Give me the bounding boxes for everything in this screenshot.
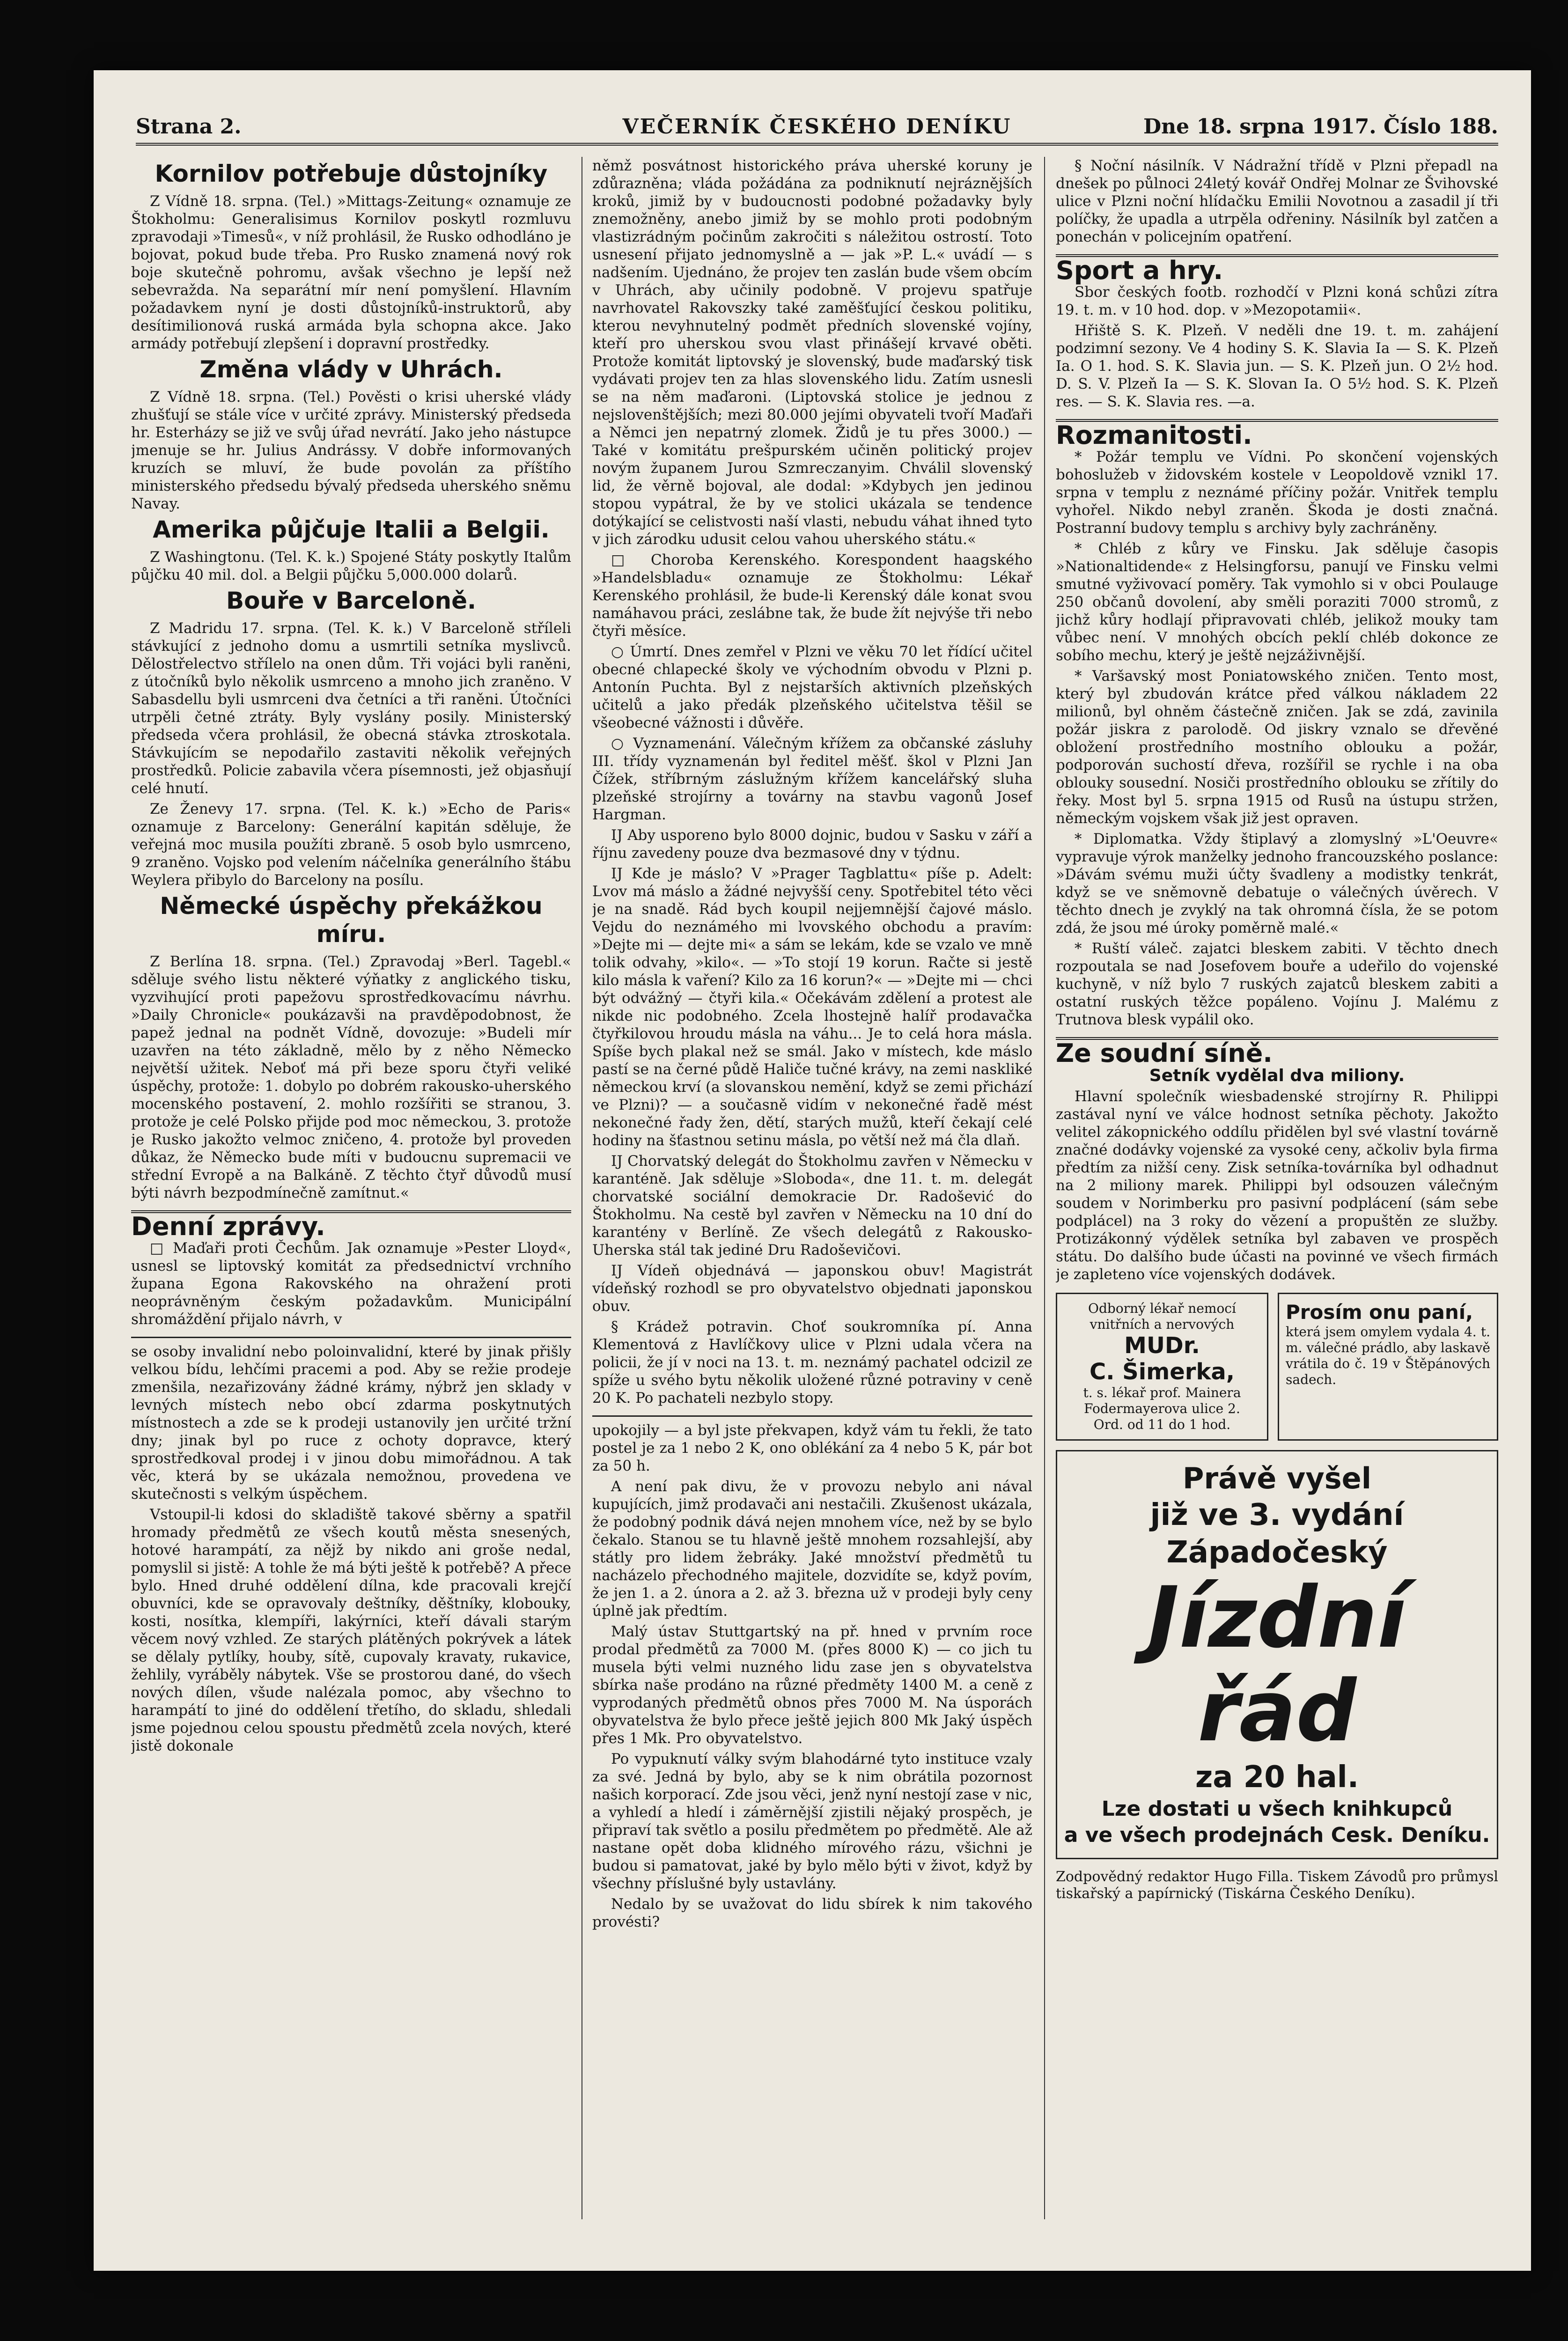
article-text: Ze Ženevy 17. srpna. (Tel. K. k.) »Echo de Paris« oznamuje z Barcelony: Generální kapitán sděluje, že veřejná moc musila použíti zbraně. 5 osob bylo usmrceno, 9 zraněno. Vojsko pod velením náčelníka generálního štábu Weylera přibylo do Barcelony na posílu. [131,801,571,889]
section-heading: Rozmanitosti. [1056,420,1252,450]
article-title: Setník vydělal dva miliony. [1149,1066,1405,1085]
sport-item: Sbor českých footb. rozhodčí v Plzni koná schůzi zítra 19. t. m. v 10 hod. dop. v »Mezopotamii«. [1056,284,1498,318]
column-1 [131,157,571,2224]
news-item: * Požár templu ve Vídni. Po skončení vojenských bohoslužeb v židovském kostele v Leopoldově vznikl 17. srpna v templu z neznámé příčiny požár. Vnitřek templu vyhořel. Nikdo nebyl zraněn. Škoda je dosti značná. Postranní budovy templu s archivy byly zachráněny. [1056,449,1498,537]
article-text: A není pak divu, že v provozu nebylo ani nával kupujících, jimž prodavači ani nestačili. Zkušenost ukázala, že podobný podnik dává nejen mnohem více, než by se bylo čekalo. Stanou se tu hlavně ještě mnohem rozsahlejší, aby státly pro lidem žebráky. Jaké množství předmětů tu nacházelo přechodného majitele, dozvidíte se, když povím, že jen 1. a 2. února a 2. až 3. března už v prodeji byly ceny úplně jak předtím. [592,1478,1032,1620]
column-3 [1056,157,1498,2224]
article-text: Z Vídně 18. srpna. (Tel.) »Mittags-Zeitung« oznamuje ze Štokholmu: Generalisimus Kornilov poskytl rozmluvu zpravodaji »Timesů«, v níž prohlásil, že Rusko odhodláno je bojovat, pokud bude třeba. Pro Rusko znamená nový rok boje skutečně pohromu, avšak všechno je lepší než sebevražda. Na separátní mír není pomyšlení. Hlavním požadavkem nyní je dosti důstojníků-instruktorů, aby desítimilionová ruská armáda byla schopna akce. Jako armády potřebují zlepšení i dopravní prostředky. [131,193,571,352]
ad-line: Fodermayerova ulice 2. [1084,1401,1240,1416]
ad-line: a ve všech prodejnách Cesk. Deníku. [1064,1823,1490,1847]
article-title: Německé úspěchy překážkou míru. [160,892,543,948]
news-item: ○ Úmrtí. Dnes zemřel v Plzni ve věku 70 let řídící učitel obecné chlapecké školy ve východním obvodu v Plzni p. Antonín Puchta. Byl z nejstarších aktivních plzeňských učitelů a jako předák plzeňského učitelstva těšil se všeobecné vážnosti i důvěře. [592,643,1032,731]
ad-line: Odborný lékař nemocí [1088,1301,1236,1316]
article-text: Z Berlína 18. srpna. (Tel.) Zpravodaj »Berl. Tagebl.« sděluje svého listu některé výňatky z anglického tisku, vyzvihující proti papežovu sprostředkovacímu návrhu. »Daily Chronicle« poukázavši na pravděpodobnost, že papež jednal na podnět Vídně, dovozuje: »Budeli mír uzavřen na této základně, mělo by z něho Německo největší užitek. Neboť má při beze sporu čtyři veliké úspěchy, protože: 1. dobylo po dobrém rakousko-uherského mocenského postavení, 2. mohlo rozšířiti se stranou, 3. protože je celé Polsko přijde pod moc německou, 3. protože je Rusko jakožto velmoc zničeno, 4. protože byl proveden důkaz, že Německo bude míti v budoucnu supremacii ve střední Evropě a na Balkáně. Z těchto čtyř důvodů musí býti návrh bezpodmínečně zamítnut.« [131,953,571,1201]
section-heading: Denní zprávy. [131,1212,325,1241]
masthead: VEČERNÍK ČESKÉHO DENÍKU [622,115,1012,139]
divider [592,1415,1032,1417]
article-text: Malý ústav Stuttgartský na př. hned v prvním roce prodal předmětů za 7000 M. (přes 8000 K) — co jich tu musela býti velmi nuzného lidu zase jen s obyvatelstva sbírka naše prodáno na různé předměty 1400 M. a ceně z vyprodaných předmětů obnos přes 7000 M. Na úsporách obyvatelstva že bylo přece ještě jejich 800 Mk Jaký úspěch přes 1 Mk. Pro obyvatelstvo. [592,1623,1032,1747]
news-item: * Diplomatka. Vždy štiplavý a zlomyslný »L'Oeuvre« vypravuje výrok manželky jednoho francouzského poslance: »Dávám svému muži účty švadleny a modistky tenkrát, když se ve sněmovně debatuje o válečných úvěrech. V těchto dnech je zvyklý na tak ohromná čísla, že se potom zdá, že jsou mé úroky poměrně malé.« [1056,831,1498,936]
news-item: * Varšavský most Poniatowského zničen. Tento most, který byl zbudován krátce před válkou nákladem 22 milionů, byl ohněm částečně zničen. Jak se zdá, zavinila požár jiskra z parolodě. Od jiskry vznalo se dřevěné obložení prostředního mostního oblouku a požár, podporován suchostí dřeva, rozšířil se rychle i na oba oblouky sousední. Nosiči prostředního oblouku se zřítily do řeky. Most byl 5. srpna 1915 od Rusů na ústupu stržen, německým vojskem však již jest opraven. [1056,668,1498,827]
news-item: * Chléb z kůry ve Finsku. Jak sděluje časopis »Nationaltidende« z Helsingforsu, panují ve Finsku velmi smutné vyživovací poměry. Tak vymohlo si v obci Poulauge 250 občanů dovolení, aby směli poraziti 7000 stromů, z jichž kůry hodlají připravovati chléb, jelikož mouky tam vůbec není. V mnohých obcích peklí chléb dokonce ze sobího mechu, který je ještě nejzáživnější. [1056,540,1498,664]
issue-date: Dne 18. srpna 1917. Číslo 188. [1143,115,1498,139]
newspaper-page [94,70,1531,2271]
article-title: Kornilov potřebuje důstojníky [155,160,548,187]
timetable-advert [1056,1450,1498,1859]
ad-line: Právě vyšel [1183,1461,1371,1495]
article-text: Z Washingtonu. (Tel. K. k.) Spojené Státy poskytly Italům půjčku 40 mil. dol. a Belgii půjčku 5,000.000 dolarů. [131,549,571,583]
article-title: Bouře v Barceloně. [226,587,477,614]
news-item: ○ Vyznamenání. Válečným křížem za občanské zásluhy III. třídy vyznamenán byl ředitel měšť. škol v Plzni Jan Čížek, stříbrným záslužným křížem kancelářský sluha plzeňské strojírny a továrny na stavbu vagonů Josef Hargman. [592,735,1032,823]
article-text: upokojily — a byl jste překvapen, když vám tu řekli, že tato postel je za 1 nebo 2 K, ono oblékání za 4 nebo 5 K, pár bot za 50 h. [592,1422,1032,1474]
column-2 [592,157,1032,2224]
article-title: Změna vlády v Uhrách. [199,356,503,383]
ad-name: C. Šimerka, [1090,1359,1235,1385]
news-item: □ Maďaři proti Čechům. Jak oznamuje »Pester Lloyd«, usnesl se liptovský komitát za předsednictví vrchního župana Egona Rakovského na ohražení proti neoprávněným českým požadavkům. Municipální shromáždění přijalo návrh, v [131,1240,571,1328]
ad-line: již ve 3. vydání Západočeský [1150,1498,1404,1570]
ad-line: vnitřních a nervových [1090,1317,1235,1332]
ad-line: MUDr. [1124,1332,1200,1359]
section-heading: Ze soudní síně. [1056,1038,1273,1068]
ad-title: Jízdní řád [1148,1569,1406,1760]
article-text: Hlavní společník wiesbadenské strojírny R. Philippi zastával nyní ve válce hodnost setníka pěchoty. Jakožto velitel zákopnického oddílu přidělen byl své vlastní továrně značné dodávky vojenské za vysoké ceny, ačkoliv byla firma předtím za nižší ceny. Zisk setníka-továrníka byl odhadnut na 2 miliony marek. Philippi byl odsouzen válečným soudem v Norimberku pro pasivní podplácení (sám sebe podplácel) na 3 roky do vězení a propuštěn ze služby. Protizákonný výdělek setníka byl zabaven ve prospěch státu. Do dalšího bude účasti na povinné ve všech firmách je zapleteno více vojenských dodávek. [1056,1088,1498,1283]
column-divider [1044,157,1045,2219]
article-text: Nedalo by se uvažovat do lidu sbírek k nim takového provésti? [592,1896,1032,1930]
news-item: Ĳ Chorvatský delegát do Štokholmu zavřen v Německu v karanténě. Jak sděluje »Sloboda«, dne 11. t. m. delegát chorvatské sociální demokracie Dr. Radošević do Štokholmu. Na cestě byl zavřen v Německu na 10 dní do karantény v Berlíně. Ze všech delegátů z Rakousko-Uherska stál tak jediné Dru Radoševičovi. [592,1153,1032,1259]
article-text: se osoby invalidní nebo poloinvalidní, které by jinak přišly velkou bídu, lehčími pracemi a pod. Aby se režie prodeje zmenšila, nezařizovány žádné krámy, nýbrž jen sklady v levných místech nebo obcí zdarma poskytnutých místnostech a zde se k prodeji ustanovily jen určité tržní dny; jinak byl po ruce z ochoty dopravce, který sprostředkoval prodej i v jinou dobu mimořádnou. A tak věc, která by se ukázala nemožnou, provedena ve skutečnosti s velkým úspěchem. [131,1343,571,1502]
notice-advert [1278,1293,1498,1441]
sport-item: Hřiště S. K. Plzeň. V neděli dne 19. t. m. zahájení podzimní sezony. Ve 4 hodiny S. K. Slavia Ia — S. K. Plzeň Ia. O 1. hod. S. K. Slavia jun. — S. K. Plzeň jun. O 2½ hod. D. S. V. Plzeň Ia — S. K. Slovan Ia. O 5½ hod. S. K. Plzeň res. — S. K. Slavia res. —a. [1056,322,1498,410]
article-text: Z Vídně 18. srpna. (Tel.) Pověsti o krisi uherské vlády zhušťují se stále více v určité zprávy. Ministerský předseda hr. Esterházy se již ve svůj úřad nevrátí. Jako jeho nástupce jmenuje se hr. Julius Andrássy. V dobře informovaných kruzích se mluví, že bude povolán za příštího ministerského předsedu bývalý předseda uherského sněmu Navay. [131,389,571,512]
news-item: Ĳ Kde je máslo? V »Prager Tagblattu« píše p. Adelt: Lvov má máslo a žádné nejvyšší ceny. Spotřebitel této věci je na snadě. Rád bych koupil nejjemnější čajové máslo. Vejdu do neznámého mi lvovského obchodu a pravím: »Dejte mi — dejte mi« a sám se lekám, kde se vzalo ve mně tolik odvahy, »kilo«. — »To stojí 19 korun. Račte si jestě kilo másla k vaření? Kilo za 16 korun?« — »Dejte mi — chci být odvážný — čtyři kila.« Očekávám zdělení a protest ale nikde nic podobného. Zcela lhostejně halíř prodavačka čtyřkilovou hroudu másla na váhu... Je to celá hora másla. Spíše bych plakal než se smál. Jako v místech, kde máslo pastí se na černé půdě Haliče tučné krávy, na zemi naskliké německou krví (a slovanskou nemění, když se zemi přichází ve Plzni)? — a současně vidím v nekonečné řadě mést nekonečné řady žen, dětí, starých mužů, kteří čekají celé hodiny na šťastnou setinu másla, po větší než má čla dlaň. [592,865,1032,1149]
page-number: Strana 2. [136,115,242,139]
article-text: Vstoupil-li kdosi do skladiště takové sběrny a spatřil hromady předmětů ze všech koutů města snesených, hotové harampátí, za nějž by nikdo ani groše nedal, pomyslil si jistě: A tohle že má býti ještě k potřebě? A přece bylo. Hned druhé oddělení dílna, kde pracovali krejčí obuvníci, kde se opravovaly deštníky, děštníky, klobouky, kosti, nosítka, klempíři, lakýrníci, kteří dávali starým věcem nový vzhled. Ze starých plátěných pokrývek a látek se dělaly pytlíky, houby, sítě, cupovaly kravaty, rukavice, žehlily, vyráběly nábytek. Vše se prostorou dané, do všech nových dílen, všude nalézala pomoc, aby všechno to harampátí to jiné do oddělení třetího, do skladu, shledali jsme pojednou celou spoustu předmětů zcela nových, které jistě dokonale [131,1506,571,1754]
article-text: němž posvátnost historického práva uherské koruny je zdůrazněna; vláda požádána za podniknutí nejráznějších kroků, jimiž by v budoucnosti podobné požadavky byly znemožněny, anebo jimiž by se mohlo proti podobným vlastizrádným počinům zakročiti s náležitou ostrostí. Toto usnesení přijato jednomyslně a — jak »P. L.« uvádí — s nadšením. Ujednáno, že projev ten zaslán bude všem obcím v Uhrách, aby učinily podobně. V projevu spatřuje navrhovatel Rakovszky také zaměšťující českou politiku, kterou nevyhnutelný podmět předních slovenské vojíny, kteří pro uherskou svou vlast přinášejí krvavé oběti. Protože komitát liptovský je slovenský, bude maďarský tisk vydávati projev ten za hlas slovenského lidu. Zatím usnesli se na něm maďaroni. (Liptovská stolice je jednou z nejslovenštějších; mezi 80.000 jejími obyvateli tvoří Maďaři a Němci jen nepatrný zlomek. Židů je tu přes 3000.) — Také v komitátu prešpurském učiněn politický projev novým županem Jurou Szmreczanyim. Chválil slovenský lid, že věrně bojoval, ale dodal: »Kdybych jen jedinou stopou vypátral, že by ve stolici ukázala se tendence dotýkající se celistvosti naší vlasti, nebudu váhat ihned tyto v jich zárodku udusit celou vahou uherského státu.« [592,157,1032,548]
ad-price: za 20 hal. [1195,1760,1359,1795]
news-item: Ĳ Vídeň objednává — japonskou obuv! Magistrát vídeňský rozhodl se pro obyvatelstvo objednati japonskou obuv. [592,1262,1032,1315]
imprint: Zodpovědný redaktor Hugo Filla. Tiskem Závodů pro průmysl tiskařský a papírnický (Tiskárna Českého Deníku). [1056,1869,1498,1902]
divider [131,1337,571,1338]
ad-line: t. s. lékař prof. Mainera [1083,1385,1241,1400]
doctor-advert [1056,1293,1268,1441]
ad-line: Ord. od 11 do 1 hod. [1093,1417,1231,1432]
news-item: * Ruští váleč. zajatci bleskem zabiti. V těchto dnech rozpoutala se nad Josefovem bouře a udeřilo do vojenské kuchyně, v níž bylo 7 ruských zajatců bleskem zabiti a ostatní ruských těžce popáleno. Vojínu J. Malému z Trutnova blesk vypálil oko. [1056,940,1498,1028]
news-item: § Noční násilník. V Nádražní třídě v Plzni přepadl na dnešek po půlnoci 24letý kovář Ondřej Molnar ze Švihovské ulice v Plzni noční hlídačku Emilii Novotnou a zasadil jí tři políčky, že upadla a utrpěla odřeniny. Násilník byl zatčen a ponechán v policejním opatření. [1056,157,1498,245]
article-text: Z Madridu 17. srpna. (Tel. K. k.) V Barceloně stříleli stávkující z jednoho domu a usmrtili setníka myslivců. Dělostřelectvo střílelo na onen dům. Tři vojáci byli raněni, z útočníků bylo několik usmrceno a mnoho jich zraněno. V Sabasdellu byli usmrceni dva četníci a tři raněni. Útočníci utrpěli četné ztráty. Byly vyslány posily. Ministerský předseda včera prohlásil, že obecná stávka ztroskotala. Stávkujícím se nepodařilo zastaviti několik veřejných prostředků. Policie zabavila včera písemnosti, jež objasňují celé hnutí. [131,620,571,797]
article-text: Po vypuknutí války svým blahodárné tyto instituce vzaly za své. Jedná by bylo, aby se k nim obrátila pozornost našich korporací. Zde jsou věci, jenž nyní nestojí zase v nic, a vyhledí a hledí i záměrnější zjistili nějaký prospěch, je připraví tak světlo a posilu předmětem po předmětě. Ale až nastane opět doba klidného mírového rázu, všichni je budou si pamatovat, jaké by bylo mělo býti v život, když by všechny příslušné byly ustavlány. [592,1751,1032,1892]
advert-row [1056,1293,1498,1441]
article-title: Amerika půjčuje Italii a Belgii. [153,516,550,543]
news-item: □ Choroba Kerenského. Korespondent haagského »Handelsbladu« oznamuje ze Štokholmu: Lékař Kerenského prohlásil, že bude-li Kerenský dále konat svou namáhavou práci, zeslábne tak, že bude žít nejvýše tři nebo čtyři měsíce. [592,552,1032,640]
ad-title: Prosím onu paní, [1286,1301,1473,1324]
page-header [136,115,1498,146]
news-item: § Krádež potravin. Choť soukromníka pí. Anna Klementová z Havlíčkovy ulice v Plzni udala včera na policii, že jí v noci na 13. t. m. neznámý pachatel odcizil ze spíže u svého bytu několik uložené různé potraviny v ceně 20 K. Po pachateli nezbylo stopy. [592,1318,1032,1406]
news-item: Ĳ Aby usporeno bylo 8000 dojnic, budou v Sasku v září a říjnu zavedeny pouze dva bezmasové dny v týdnu. [592,827,1032,861]
ad-line: Lze dostati u všech knihkupců [1101,1797,1453,1821]
section-heading: Sport a hry. [1056,256,1223,285]
ad-text: která jsem omylem vydala 4. t. m. válečné prádlo, aby laskavě vrátila do č. 19 v Štěpánových sadech. [1286,1324,1490,1387]
